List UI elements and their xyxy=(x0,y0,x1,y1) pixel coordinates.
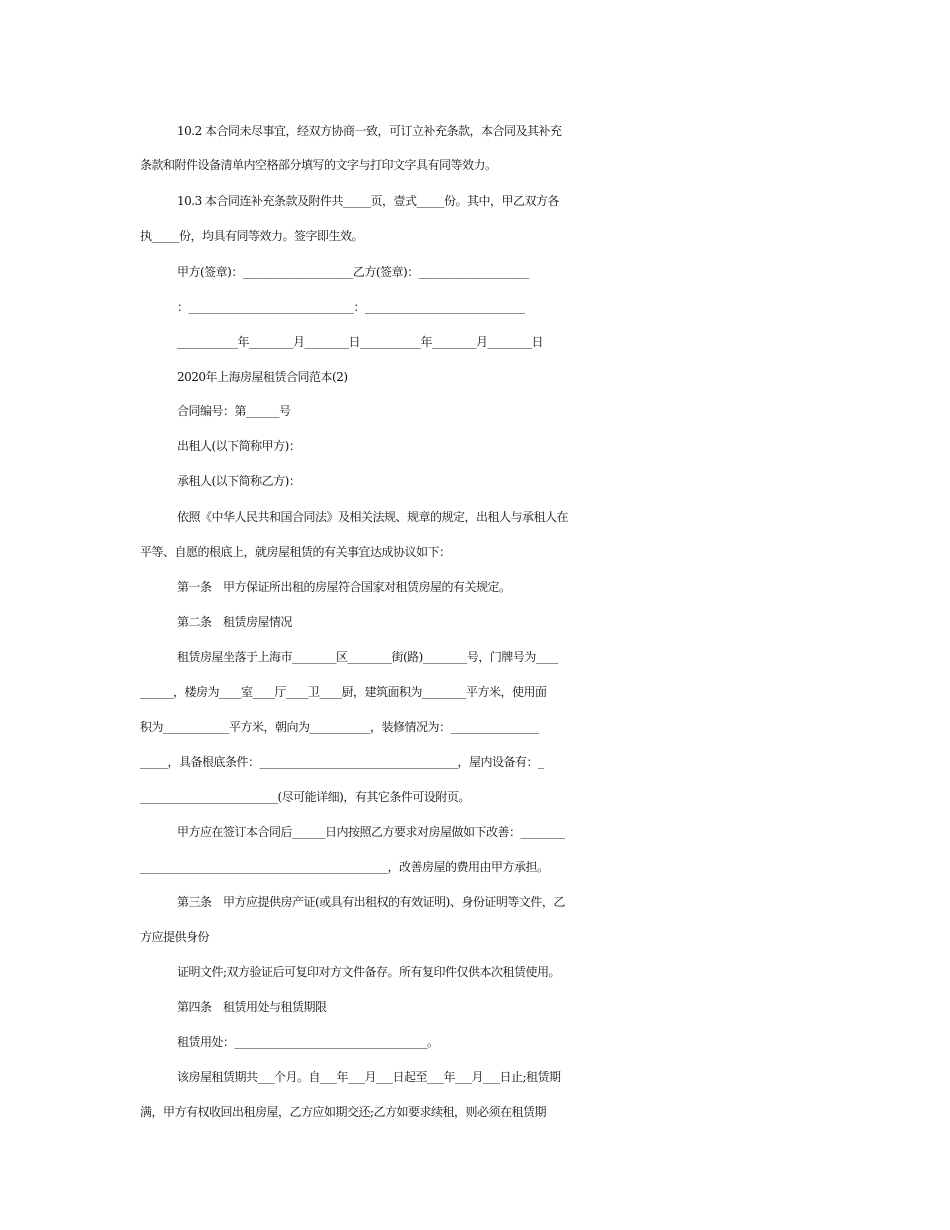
improvement-line-2: _____________________________________________，改善房屋的费用由甲方承担。 xyxy=(140,860,549,874)
lease-purpose-line: 租赁用处：___________________________________。 xyxy=(177,1035,439,1049)
article-2-line-1: 租赁房屋坐落于上海市________区________街(路)________号，门牌号为____ xyxy=(177,650,558,664)
clause-10-3-line-1: 10.3 本合同连补充条款及附件共_____页，壹式_____份。其中，甲乙双方各 xyxy=(177,194,560,208)
preamble-line-1: 依照《中华人民共和国合同法》及相关法规、规章的规定，出租人与承租人在 xyxy=(177,510,569,524)
lease-term-line-1: 该房屋租赁期共___个月。自___年___月___日起至___年___月___日止;租赁期 xyxy=(177,1070,561,1084)
contract-number: 合同编号：第______号 xyxy=(177,404,291,418)
lessor-line: 出租人(以下简称甲方)： xyxy=(177,439,301,453)
article-1: 第一条 甲方保证所出租的房屋符合国家对租赁房屋的有关规定。 xyxy=(177,580,511,594)
article-3-line-1: 第三条 甲方应提供房产证(或具有出租权的有效证明)、身份证明等文件，乙 xyxy=(177,895,565,909)
lease-term-line-2: 满，甲方有权收回出租房屋，乙方应如期交还;乙方如要求续租，则必须在租赁期 xyxy=(140,1105,547,1119)
lessee-line: 承租人(以下简称乙方)： xyxy=(177,474,301,488)
date-line: ___________年________月________日___________年________月________日 xyxy=(177,335,544,349)
article-2-line-3: 积为____________平方米，朝向为___________，装修情况为：________________ xyxy=(140,720,539,734)
preamble-line-2: 平等、自愿的根底上，就房屋租赁的有关事宜达成协议如下： xyxy=(140,545,451,559)
article-3-line-2: 方应提供身份 xyxy=(140,930,210,944)
article-4-heading: 第四条 租赁用处与租赁期限 xyxy=(177,1000,327,1014)
contract-title: 2020年上海房屋租赁合同范本(2) xyxy=(177,370,348,384)
clause-10-2-line-1: 10.2 本合同未尽事宜，经双方协商一致，可订立补充条款，本合同及其补充 xyxy=(177,124,562,138)
improvement-line-1: 甲方应在签订本合同后______日内按照乙方要求对房屋做如下改善：________ xyxy=(177,825,565,839)
article-3-line-3: 证明文件;双方验证后可复印对方文件备存。所有复印件仅供本次租赁使用。 xyxy=(177,965,561,979)
clause-10-3-line-2: 执_____份，均具有同等效力。签字即生效。 xyxy=(140,229,364,243)
clause-10-2-line-2: 条款和附件设备清单内空格部分填写的文字与打印文字具有同等效力。 xyxy=(140,158,497,172)
signature-blank-line: ：______________________________：_____________________________ xyxy=(177,300,525,314)
article-2-line-5: _________________________(尽可能详细)，有其它条件可设附页。 xyxy=(140,790,470,804)
article-2-line-4: _____，具备根底条件：____________________________________，屋内设备有：_ xyxy=(140,755,544,769)
signature-line: 甲方(签章)：____________________乙方(签章)：____________________ xyxy=(177,265,529,279)
article-2-line-2: ______，楼房为____室____厅____卫____厨，建筑面积为________平方米，使用面 xyxy=(140,685,547,699)
article-2-heading: 第二条 租赁房屋情况 xyxy=(177,615,293,629)
